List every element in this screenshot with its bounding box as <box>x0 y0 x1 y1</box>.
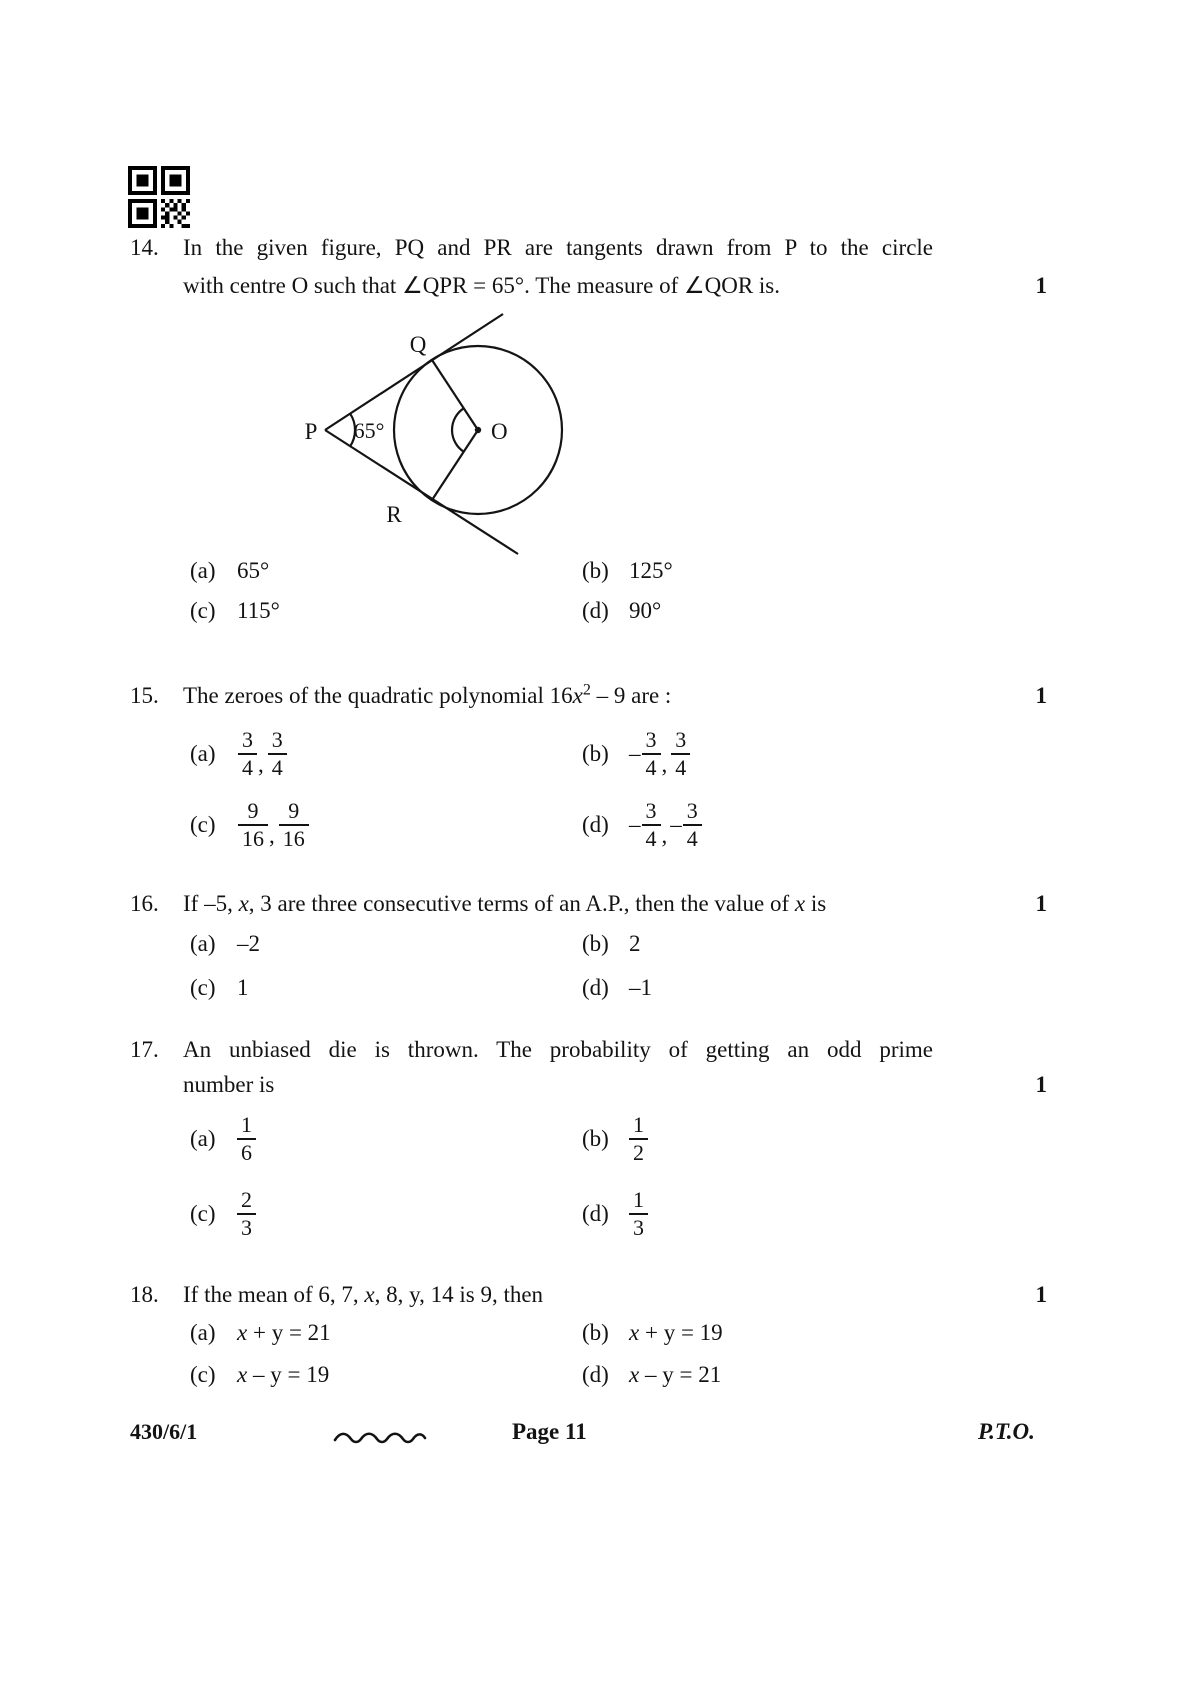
option-14-c <box>190 598 280 624</box>
option-16-a <box>190 931 260 957</box>
numerator: 1 <box>241 1112 252 1137</box>
option-14-d <box>582 598 661 624</box>
option-14-a <box>190 558 269 584</box>
comma: , <box>269 823 275 848</box>
variable-x: x <box>629 1320 640 1345</box>
fraction-sign: – <box>629 812 641 837</box>
fraction-sign: – <box>670 812 682 837</box>
question-18-seg2: , 8, y, 14 is 9, then <box>374 1282 544 1307</box>
option-value <box>629 1320 723 1346</box>
equation-rest: – y = 21 <box>639 1362 722 1387</box>
variable-x: x <box>238 891 249 916</box>
fraction <box>629 1188 648 1240</box>
option-label: (a) <box>190 1320 216 1345</box>
option-17-a <box>190 1113 256 1165</box>
fraction <box>629 1113 648 1165</box>
option-16-c <box>190 975 249 1001</box>
question-18-seg1: If the mean of 6, 7, <box>183 1282 365 1307</box>
comma: , <box>661 752 668 777</box>
option-label: (d) <box>582 1201 609 1226</box>
fraction-sign: – <box>629 741 641 766</box>
fraction <box>642 799 661 851</box>
equation-rest: + y = 21 <box>247 1320 331 1345</box>
option-value <box>237 1320 331 1346</box>
question-18-number: 18. <box>130 1282 159 1307</box>
option-label: (d) <box>582 812 609 837</box>
centre-dot <box>475 427 481 433</box>
question-14-figure <box>270 298 600 569</box>
denominator: 4 <box>683 824 702 851</box>
option-17-c <box>190 1188 256 1240</box>
question-15-number: 15. <box>130 683 159 708</box>
denominator: 16 <box>279 824 309 851</box>
denominator: 3 <box>629 1213 648 1240</box>
option-label: (c) <box>190 598 216 623</box>
option-label: (c) <box>190 812 216 837</box>
option-label: (a) <box>190 741 216 766</box>
question-16-seg1: If –5, <box>183 891 239 916</box>
variable-x: x <box>794 891 806 916</box>
option-label: (c) <box>190 1362 216 1387</box>
equation-rest: + y = 19 <box>639 1320 723 1345</box>
denominator: 2 <box>629 1138 648 1165</box>
question-14-line2: with centre O such that ∠QPR = 65°. The measure of ∠QOR is. <box>183 273 781 298</box>
question-16-marks: 1 <box>1035 891 1047 916</box>
option-17-d <box>582 1188 648 1240</box>
label-angle-65: 65° <box>353 418 385 443</box>
numerator: 3 <box>645 727 657 752</box>
option-15-a <box>190 728 287 780</box>
denominator: 4 <box>642 753 661 780</box>
fraction <box>237 1188 256 1240</box>
option-label: (d) <box>582 1362 609 1387</box>
question-18-marks: 1 <box>1035 1282 1047 1307</box>
option-18-b <box>582 1320 723 1346</box>
option-value <box>237 1362 329 1388</box>
question-16-number: 16. <box>130 891 159 916</box>
label-r: R <box>386 502 402 527</box>
qr-code <box>128 166 190 233</box>
option-value: 65° <box>237 558 270 583</box>
question-15-text <box>183 683 933 709</box>
label-o: O <box>491 419 508 444</box>
option-value: 125° <box>629 558 673 583</box>
paper-code: 430/6/1 <box>130 1419 198 1444</box>
option-16-d <box>582 975 652 1001</box>
fraction <box>238 728 257 780</box>
question-14-line1: In the given figure, PQ and PR are tangents drawn from P to the circle <box>183 235 933 260</box>
question-15-text-before: The zeroes of the quadratic polynomial 16 <box>183 683 573 708</box>
tangent-circle-figure <box>270 298 600 564</box>
option-18-d <box>582 1362 721 1388</box>
question-15-text-after: – 9 are : <box>590 683 672 708</box>
fraction <box>642 728 661 780</box>
numerator: 9 <box>247 798 259 823</box>
pto-label: P.T.O. <box>978 1419 1035 1444</box>
question-14-marks: 1 <box>1035 273 1047 298</box>
question-16-seg3: is <box>805 891 827 916</box>
qr-code-image <box>128 166 190 228</box>
option-15-b <box>582 728 690 780</box>
option-value: –2 <box>237 931 260 956</box>
angle-arc-o <box>452 408 464 451</box>
fraction <box>683 799 702 851</box>
numerator: 3 <box>271 727 283 752</box>
tangent-line-pr <box>325 430 518 554</box>
denominator: 4 <box>238 753 257 780</box>
option-18-a <box>190 1320 331 1346</box>
wavy-line <box>332 1429 428 1447</box>
question-14-number: 14. <box>130 235 159 260</box>
question-17-number: 17. <box>130 1037 159 1062</box>
numerator: 3 <box>675 727 687 752</box>
numerator: 3 <box>645 798 657 823</box>
exponent: 2 <box>582 681 591 699</box>
question-17-line2: number is <box>183 1072 275 1097</box>
variable-x: x <box>237 1320 248 1345</box>
fraction <box>268 728 287 780</box>
squiggle-divider <box>332 1429 428 1452</box>
page-number: Page 11 <box>512 1419 587 1444</box>
option-label: (b) <box>582 558 609 583</box>
variable-x: x <box>572 683 583 708</box>
comma: , <box>661 823 668 848</box>
option-17-b <box>582 1113 648 1165</box>
fraction <box>237 1113 256 1165</box>
question-16-seg2: , 3 are three consecutive terms of an A.P., then the value of <box>248 891 795 916</box>
option-label: (d) <box>582 598 609 623</box>
numerator: 3 <box>242 727 253 752</box>
denominator: 4 <box>671 753 690 780</box>
equation-rest: – y = 19 <box>247 1362 330 1387</box>
numerator: 2 <box>241 1187 252 1212</box>
option-label: (c) <box>190 975 216 1000</box>
option-label: (c) <box>190 1201 216 1226</box>
denominator: 6 <box>237 1138 256 1165</box>
option-14-b <box>582 558 673 584</box>
denominator: 16 <box>238 824 268 851</box>
variable-x: x <box>364 1282 375 1307</box>
numerator: 9 <box>288 798 300 823</box>
option-15-d <box>582 799 702 851</box>
option-value: 2 <box>629 931 641 956</box>
question-17-marks: 1 <box>1035 1072 1047 1097</box>
denominator: 4 <box>268 753 287 780</box>
option-label: (a) <box>190 558 216 583</box>
option-16-b <box>582 931 641 957</box>
option-label: (a) <box>190 1126 216 1151</box>
option-label: (b) <box>582 1126 609 1151</box>
option-label: (a) <box>190 931 216 956</box>
option-label: (b) <box>582 931 609 956</box>
option-15-c <box>190 799 309 851</box>
variable-x: x <box>629 1362 640 1387</box>
numerator: 1 <box>633 1187 644 1212</box>
numerator: 1 <box>633 1112 644 1137</box>
option-value: 1 <box>237 975 249 1000</box>
question-15-marks: 1 <box>1035 683 1047 708</box>
option-value: –1 <box>629 975 652 1000</box>
variable-x: x <box>237 1362 248 1387</box>
question-16-text <box>183 891 933 917</box>
question-18-text <box>183 1282 933 1308</box>
option-value: 90° <box>629 598 662 623</box>
denominator: 4 <box>642 824 661 851</box>
option-label: (b) <box>582 1320 609 1345</box>
label-q: Q <box>409 332 427 357</box>
question-17-line1: An unbiased die is thrown. The probability of getting an odd prime <box>183 1037 933 1062</box>
comma: , <box>258 752 264 777</box>
fraction <box>279 799 309 851</box>
option-label: (d) <box>582 975 609 1000</box>
label-p: P <box>304 419 318 444</box>
denominator: 3 <box>237 1213 256 1240</box>
fraction <box>671 728 690 780</box>
numerator: 3 <box>686 798 698 823</box>
option-label: (b) <box>582 741 609 766</box>
option-value: 115° <box>237 598 280 623</box>
option-18-c <box>190 1362 329 1388</box>
option-value <box>629 1362 721 1388</box>
fraction <box>238 799 268 851</box>
